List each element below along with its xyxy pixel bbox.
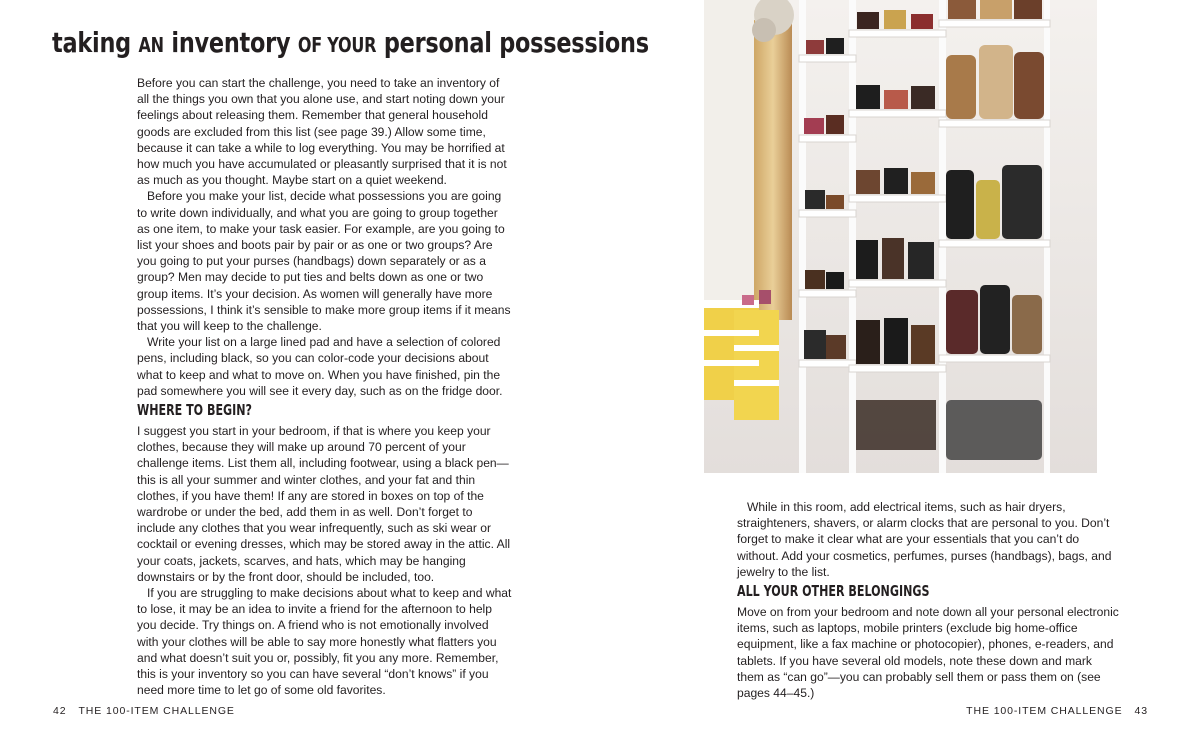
other-belongings-text — [737, 604, 1122, 701]
page-number: 42 — [53, 705, 67, 717]
paragraph: Move on from your bedroom and note down all your personal electronic items, such as laptops, mobile printers (exclude big home-office equipment, like a fax machine or photocopier), phones, e-readers, and tablets. If you have several old models, note these down and mark them as “can go”—you can probably sell them or pass them on (see pages 44–45.) — [737, 605, 1119, 701]
paragraph: I suggest you start in your bedroom, if that is where you keep your clothes, because they will make up around 70 percent of your challenge items. List them all, including footwear, using a black pen—this is all your summer and winter clothes, and your fat and thin clothes, if you have them! If any are stored in boxes on top of the wardrobe or under the bed, add them in as well. Don’t forget to include any clothes that you wear infrequently, such as ski wear or cocktail or evening dresses, which may be stored away in the attic. All your coats, jackets, scarves, and hats, which may be hanging downstairs or by the front door, should be included, too. — [137, 424, 511, 584]
title-word: taking — [52, 26, 131, 59]
page-number: 43 — [1134, 705, 1148, 717]
where-to-begin-text — [137, 423, 512, 698]
running-title: THE 100-ITEM CHALLENGE — [78, 705, 235, 717]
intro-text-column — [137, 75, 512, 399]
paragraph: If you are struggling to make decisions about what to keep and what to lose, it may be an idea to invite a friend for the afternoon to help you decide. Try things on. A friend who is not emotionally involved with your clothes will be able to say more honestly what flatters you and what doesn’t suit you or, possibly, fit you any more. Remember, this is your inventory so you can have several “don’t knows” if you need more time to let go of some old favorites. — [137, 586, 512, 698]
title-word: OF YOUR — [297, 33, 377, 57]
closet-illustration — [704, 0, 1097, 473]
paragraph: Write your list on a large lined pad and have a selection of colored pens, including black, so you can color-code your decisions about what to keep and what to move on. When you have finished, pin the pad somewhere you will see it every day, such as on the fridge door. — [137, 335, 503, 398]
paragraph: While in this room, add electrical items, such as hair dryers, straighteners, shavers, or alarm clocks that are personal to you. Don’t forget to make it clear what are your essentials that you can’t do without. Add your cosmetics, perfumes, purses (handbags), bags, and jewelry to the list. — [737, 500, 1112, 579]
section-heading-where-to-begin: WHERE TO BEGIN? — [137, 401, 253, 419]
paragraph: Before you can start the challenge, you need to take an inventory of all the things you own that you alone use, and start noting down your feelings about releasing them. Remember that general household goods are excluded from this list (see page 39.) Allow some time, because it can take a while to log everything. You may be horrified at how much you have accumulated or pleasantly surprised that it is not as much as you thought. Maybe start on a quiet weekend. — [137, 76, 507, 188]
footer-left — [53, 705, 235, 717]
paragraph: Before you make your list, decide what possessions you are going to write down individually, and what you are going to group together as one item, to make your task easier. For example, are you going to list your shoes and boots pair by pair or as one or two groups? Are you going to put your purses (handbags) down separately or as a group? Men may decide to put ties and belts down as one or two group items. It’s your decision. As women will generally have more possessions, I think it’s sensible to make more group items if it means that you will keep to the challenge. — [137, 189, 511, 334]
footer-right — [966, 705, 1148, 717]
page-title — [52, 26, 649, 59]
section-heading-other-belongings: ALL YOUR OTHER BELONGINGS — [737, 582, 930, 600]
bedroom-electrical-text — [737, 499, 1122, 580]
title-word: personal possessions — [383, 26, 649, 59]
title-word: inventory — [171, 26, 291, 59]
title-word: AN — [138, 33, 164, 57]
closet-photo — [704, 0, 1097, 473]
running-title: THE 100-ITEM CHALLENGE — [966, 705, 1123, 717]
